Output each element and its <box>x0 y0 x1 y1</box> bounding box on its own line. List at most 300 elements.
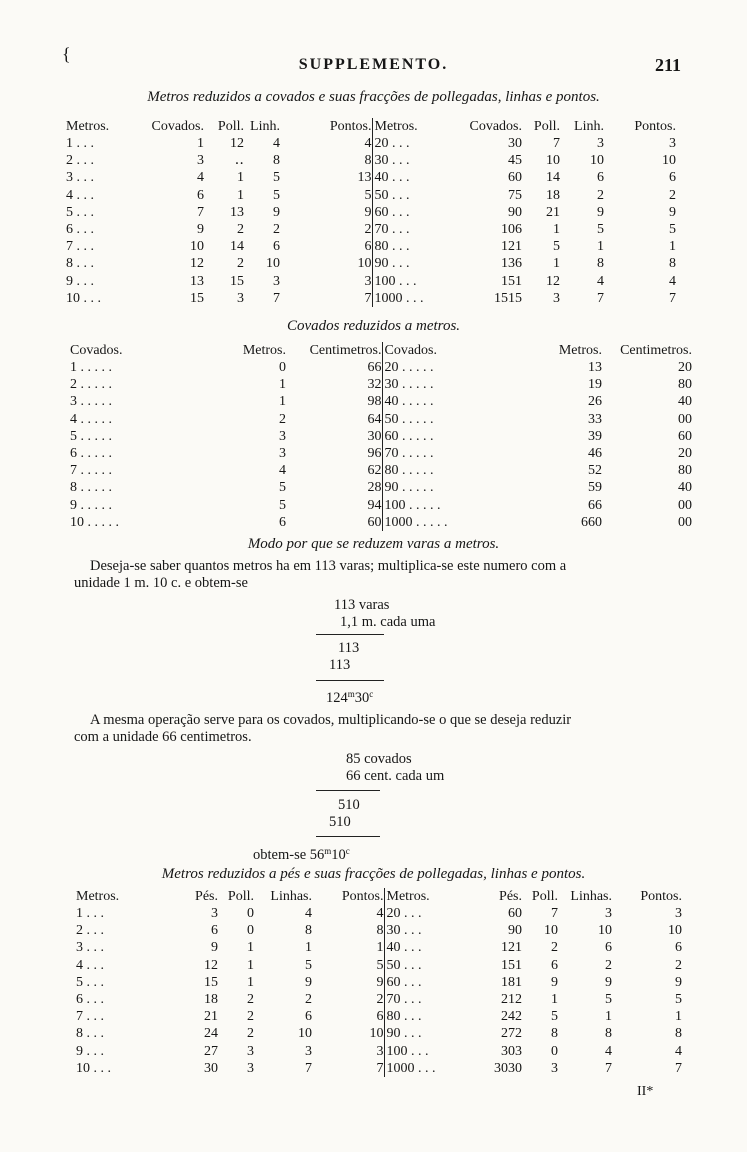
table-cell: 90 <box>508 204 522 220</box>
table-cell: 6 <box>279 514 286 530</box>
column-header: Centimetros. <box>309 343 382 358</box>
table-cell: 5 <box>279 480 286 496</box>
table-cell: 70 . . . <box>384 991 458 1008</box>
table-cell: 5 . . . . . <box>70 428 112 444</box>
table-cell: 1515 <box>494 290 522 306</box>
table-row <box>66 204 676 221</box>
table-cell: 2 <box>669 187 676 203</box>
table-cell: 6 <box>305 1009 312 1025</box>
table-cell: 33 <box>588 411 602 427</box>
table-cell: 13 <box>190 273 204 289</box>
calc1-result-cents: 30 <box>354 690 370 706</box>
table-cell: 30 <box>367 428 382 444</box>
column-header: Pontos. <box>640 889 682 904</box>
table-cell: 6 <box>551 957 558 973</box>
table-cell: 9 <box>675 974 682 990</box>
table-cell: 1 <box>669 239 676 255</box>
table-cell: 39 <box>588 428 602 444</box>
table-cell: 18 <box>546 187 560 203</box>
table-cell: 7 <box>305 1060 312 1076</box>
table-cell: 9 <box>669 204 676 220</box>
table-cell: 10 <box>598 923 612 939</box>
table-cell: 5 <box>551 1009 558 1025</box>
table-metros-pes <box>76 888 682 1077</box>
table-cell: 1 . . . <box>66 136 94 151</box>
table-row <box>70 376 692 393</box>
table-cell: 40 . . . <box>384 939 458 956</box>
calc2-result-prefix: obtem-se 56 <box>253 847 325 863</box>
table-cell: 7 . . . . . <box>70 463 112 479</box>
table-cell: 9 <box>597 204 604 220</box>
calc1-line3: 113 <box>338 640 360 656</box>
table-row <box>70 479 692 496</box>
column-header: Linhas. <box>570 889 612 904</box>
table-cell: 3 <box>551 1060 558 1076</box>
table-cell: 60 . . . . . <box>382 428 532 445</box>
table-cell: 10 <box>668 923 682 939</box>
table-cell: 4 . . . <box>76 957 104 973</box>
table-cell: 6 <box>669 170 676 186</box>
table-cell: 6 <box>211 923 218 939</box>
table-cell: 50 . . . <box>384 957 458 974</box>
table-cell: 3 <box>305 1043 312 1059</box>
column-header: Metros. <box>66 119 110 134</box>
table-cell: 90 . . . . . <box>382 479 532 496</box>
table-cell: 60 . . . <box>372 204 450 221</box>
calc2-result-m-unit: m <box>324 846 332 856</box>
table-cell: 80 <box>678 463 692 479</box>
table-row <box>66 238 676 255</box>
table-cell: 66 <box>367 360 382 375</box>
table-cell: 2 <box>247 992 254 1008</box>
table-cell: 20 <box>678 446 692 462</box>
table-cell: 3 <box>605 906 612 921</box>
table-cell: 80 <box>678 377 692 393</box>
table-cell: 9 <box>273 204 280 220</box>
table-cell: 40 <box>678 394 692 410</box>
table-cell: 9 <box>197 222 204 238</box>
table-row <box>66 152 676 169</box>
table-cell: 100 . . . <box>372 273 450 290</box>
table-cell: 40 . . . <box>372 169 450 186</box>
table-cell: 1 <box>247 940 254 956</box>
table-cell: 10 . . . <box>76 1060 111 1076</box>
table-cell: 7 <box>553 136 560 151</box>
table-cell: 2 <box>237 222 244 238</box>
table-cell: 20 <box>678 360 692 375</box>
table-cell: 303 <box>501 1043 522 1059</box>
table-cell: 30 <box>204 1060 218 1076</box>
table-row <box>76 974 682 991</box>
table-cell: 3 <box>376 1043 384 1059</box>
table-cell: 5 <box>305 957 312 973</box>
table-cell: 46 <box>588 446 602 462</box>
table-row <box>66 273 676 290</box>
table-cell: 3 <box>211 906 218 921</box>
table-cell: 10 <box>266 256 280 272</box>
table-cell: 20 . . . <box>372 135 450 152</box>
table-cell: 20 . . . <box>384 905 458 922</box>
table-cell: 6 <box>364 239 372 255</box>
table-row <box>76 1043 682 1060</box>
table-cell: 1 <box>305 940 312 956</box>
table-row <box>70 359 692 376</box>
column-header: Pés. <box>499 889 522 904</box>
table-cell: 8 . . . <box>66 256 94 272</box>
table-cell: 50 . . . . . <box>382 411 532 428</box>
table-cell: 8 <box>605 1026 612 1042</box>
running-head: SUPPLEMENTO. <box>298 56 449 73</box>
column-header: Poll. <box>227 889 254 904</box>
table-cell: 1 <box>605 1009 612 1025</box>
table-cell: 4 <box>279 463 286 479</box>
column-header: Metros. <box>558 343 602 358</box>
table-cell: 10 <box>546 153 560 169</box>
table-cell: 8 <box>364 153 372 169</box>
table-row <box>70 497 692 514</box>
table-cell: 3 <box>273 273 280 289</box>
table-cell: 3 <box>669 136 676 151</box>
calc1-rule-1 <box>316 634 384 635</box>
table-row <box>66 221 676 238</box>
table-cell: 151 <box>501 273 522 289</box>
table-cell: 14 <box>230 239 244 255</box>
table-cell: 3 <box>247 1060 254 1076</box>
table-cell: 100 . . . . . <box>382 497 532 514</box>
table-cell: 80 . . . <box>372 238 450 255</box>
table-cell: 3 <box>197 153 204 169</box>
table-cell: 12 <box>230 136 244 151</box>
page-number: 211 <box>655 55 682 75</box>
table-cell: 7 <box>675 1060 682 1076</box>
table-cell: 1 <box>597 239 604 255</box>
column-header: Pontos. <box>341 889 384 904</box>
table-cell: 3 <box>364 273 372 289</box>
table3-title: Metros reduzidos a pés e suas fracções de pollegadas, linhas e pontos. <box>161 866 586 882</box>
table-cell: 5 <box>553 239 560 255</box>
table-cell: 8 <box>376 923 384 939</box>
table-cell: 136 <box>501 256 522 272</box>
table-cell: 1 <box>247 957 254 973</box>
table-cell: 7 <box>197 204 204 220</box>
calc1-result-c-unit: c <box>369 689 374 699</box>
table-cell: 70 . . . <box>372 221 450 238</box>
table-cell: 4 <box>376 906 384 921</box>
table-cell: 242 <box>501 1009 522 1025</box>
column-header: Pontos. <box>329 119 372 134</box>
table-cell: 75 <box>508 187 522 203</box>
table-cell: 10 <box>544 923 558 939</box>
table-cell: 30 . . . <box>372 152 450 169</box>
table-cell: 12 <box>546 273 560 289</box>
table-cell: 3 <box>279 428 286 444</box>
table-cell: 62 <box>367 463 382 479</box>
table-cell: 80 . . . <box>384 1008 458 1025</box>
table-cell: 10 <box>357 256 372 272</box>
table-cell: 8 . . . <box>76 1026 104 1042</box>
table-cell: 1000 . . . <box>372 290 450 307</box>
table-cell: 21 <box>546 204 560 220</box>
table-cell: 2 . . . <box>66 153 94 169</box>
column-header: Covados. <box>469 119 522 134</box>
table-cell: 121 <box>501 239 522 255</box>
table-cell: 8 <box>305 923 312 939</box>
table-cell: 1 <box>553 256 560 272</box>
table-cell: 40 . . . . . <box>382 393 532 410</box>
table-cell: 15 <box>230 273 244 289</box>
table-cell: 4 <box>597 273 604 289</box>
table-cell: 45 <box>508 153 522 169</box>
table-cell: 0 <box>247 923 254 939</box>
table-cell: 0 <box>551 1043 558 1059</box>
table-cell: 00 <box>678 514 692 530</box>
table-cell: 60 . . . <box>384 974 458 991</box>
table-cell: 8 <box>675 1026 682 1042</box>
table-row <box>70 393 692 410</box>
table-row <box>66 187 676 204</box>
table-cell: 9 . . . . . <box>70 497 112 513</box>
table-cell: 151 <box>501 957 522 973</box>
table-cell: 60 <box>678 428 692 444</box>
table-cell: 1 <box>376 940 384 956</box>
table-row <box>76 1025 682 1042</box>
section3-paragraph-line1: Deseja-se saber quantos metros ha em 113 varas; multiplica-se este numero com a <box>90 558 567 574</box>
table-cell: 1 <box>197 136 204 151</box>
table-cell: 7 <box>364 290 372 306</box>
table-cell: 28 <box>367 480 382 496</box>
table-cell: 15 <box>190 290 204 306</box>
table-cell: 2 <box>273 222 280 238</box>
table-cell: 50 . . . <box>372 187 450 204</box>
table-metros-covados <box>66 118 676 307</box>
table-cell: 10 <box>369 1026 384 1042</box>
table-row <box>76 905 682 922</box>
table-cell: 7 <box>597 290 604 306</box>
table-cell: 5 <box>273 170 280 186</box>
table-cell: 2 <box>551 940 558 956</box>
table-cell: 94 <box>367 497 382 513</box>
table-cell: 40 <box>678 480 692 496</box>
column-header: Metros. <box>242 343 286 358</box>
column-header: Poll. <box>531 889 558 904</box>
table1-title: Metros reduzidos a covados e suas fracções de pollegadas, linhas e pontos. <box>147 89 600 105</box>
table-cell: 60 <box>367 514 382 530</box>
table-cell: 8 <box>597 256 604 272</box>
margin-mark: { <box>62 44 71 64</box>
table-cell: 9 <box>364 204 372 220</box>
table-cell: 1 . . . <box>76 906 104 921</box>
table-cell: 2 <box>605 957 612 973</box>
calc2-line2: 66 cent. cada um <box>346 768 445 784</box>
table-cell: ‥ <box>234 153 244 169</box>
table-cell: 6 <box>597 170 604 186</box>
table-cell: 2 <box>247 1026 254 1042</box>
table-cell: 7 <box>273 290 280 306</box>
table-row <box>70 462 692 479</box>
table-cell: 5 <box>675 992 682 1008</box>
table-cell: 3 <box>237 290 244 306</box>
table-cell: 5 <box>364 187 372 203</box>
table-cell: 4 <box>305 906 312 921</box>
table-cell: 27 <box>204 1043 218 1059</box>
column-header: Covados. <box>382 342 532 359</box>
table-cell: 1 <box>553 222 560 238</box>
table-row <box>70 445 692 462</box>
table-cell: 272 <box>501 1026 522 1042</box>
table-header-row <box>66 118 676 135</box>
table-cell: 20 . . . . . <box>382 359 532 376</box>
table-cell: 9 <box>605 974 612 990</box>
table-cell: 19 <box>588 377 602 393</box>
table-cell: 1 <box>237 170 244 186</box>
table2-title: Covados reduzidos a metros. <box>286 318 461 334</box>
table-cell: 7 <box>669 290 676 306</box>
table-cell: 18 <box>204 992 218 1008</box>
table-cell: 0 <box>279 360 286 375</box>
table-cell: 106 <box>501 222 522 238</box>
section3-paragraph-line2: unidade 1 m. 10 c. e obtem-se <box>74 575 248 591</box>
table-cell: 15 <box>204 974 218 990</box>
table-cell: 3 <box>247 1043 254 1059</box>
table-cell: 90 . . . <box>372 255 450 272</box>
table-cell: 7 <box>376 1060 384 1076</box>
section3-title: Modo por que se reduzem varas a metros. <box>247 536 500 552</box>
calc1-result-m-unit: m <box>347 689 355 699</box>
table-cell: 10 <box>590 153 604 169</box>
table-cell: 7 . . . <box>76 1009 104 1025</box>
table-cell: 2 <box>237 256 244 272</box>
table-cell: 12 <box>190 256 204 272</box>
table-row <box>70 514 692 531</box>
table-cell: 64 <box>367 411 382 427</box>
table-cell: 32 <box>367 377 382 393</box>
table-row <box>66 169 676 186</box>
table-cell: 3 <box>597 136 604 151</box>
table-cell: 5 . . . <box>76 974 104 990</box>
column-header: Metros. <box>76 889 120 904</box>
table-header-row <box>70 342 692 359</box>
table-cell: 4 <box>669 273 676 289</box>
column-header: Linh. <box>250 119 280 134</box>
signature-mark: II* <box>637 1084 654 1099</box>
table-cell: 5 <box>669 222 676 238</box>
table-cell: 90 . . . <box>384 1025 458 1042</box>
table-cell: 3 . . . <box>66 170 94 186</box>
table-cell: 6 . . . <box>66 222 94 238</box>
calc2-result-cents: 10 <box>331 847 346 863</box>
table-cell: 96 <box>367 446 382 462</box>
table-cell: 4 <box>605 1043 612 1059</box>
table-cell: 1000 . . . <box>384 1060 458 1077</box>
table-cell: 13 <box>357 170 372 186</box>
table-cell: 3 . . . . . <box>70 394 112 410</box>
table-cell: 6 <box>197 187 204 203</box>
table-row <box>76 922 682 939</box>
table-cell: 30 . . . . . <box>382 376 532 393</box>
column-header: Covados. <box>151 119 204 134</box>
table-cell: 60 <box>508 170 522 186</box>
table-cell: 9 <box>551 974 558 990</box>
table-cell: 90 <box>508 923 522 939</box>
section4-paragraph-line2: com a unidade 66 centimetros. <box>74 729 252 745</box>
table-cell: 2 <box>279 411 286 427</box>
table-cell: 2 . . . <box>76 923 104 939</box>
table-cell: 00 <box>678 497 692 513</box>
table-cell: 12 <box>204 957 218 973</box>
table-cell: 9 <box>211 940 218 956</box>
table-cell: 4 <box>273 136 280 151</box>
table-cell: 10 <box>662 153 676 169</box>
column-header: Poll. <box>533 119 560 134</box>
table-cell: 2 <box>376 992 384 1008</box>
calc2-result <box>253 843 350 864</box>
table-cell: 181 <box>501 974 522 990</box>
table-cell: 98 <box>367 394 382 410</box>
calc1-line2: 1,1 m. cada uma <box>340 614 436 630</box>
table-row <box>70 428 692 445</box>
calc1-result <box>326 686 373 707</box>
table-cell: 30 . . . <box>384 922 458 939</box>
table-cell: 6 <box>376 1009 384 1025</box>
column-header: Pés. <box>195 889 218 904</box>
table-cell: 8 <box>273 153 280 169</box>
table-cell: 4 . . . . . <box>70 411 112 427</box>
table-cell: 2 <box>247 1009 254 1025</box>
calc2-result-c-unit: c <box>345 846 350 856</box>
table-cell: 60 <box>508 906 522 921</box>
table-cell: 00 <box>678 411 692 427</box>
table-cell: 3 <box>279 446 286 462</box>
table-cell: 7 <box>605 1060 612 1076</box>
column-header: Covados. <box>70 343 123 358</box>
calc1-line1: 113 varas <box>334 597 390 613</box>
table-row <box>76 991 682 1008</box>
table-cell: 2 <box>597 187 604 203</box>
column-header: Metros. <box>384 888 458 905</box>
table-cell: 121 <box>501 940 522 956</box>
table-cell: 1 <box>675 1009 682 1025</box>
table-row <box>76 939 682 956</box>
table-cell: 59 <box>588 480 602 496</box>
table-cell: 5 <box>376 957 384 973</box>
table-cell: 8 . . . . . <box>70 480 112 496</box>
calc2-line1: 85 covados <box>346 751 412 767</box>
calc2-line3: 510 <box>338 797 360 813</box>
table-cell: 8 <box>551 1026 558 1042</box>
table-cell: 66 <box>588 497 602 513</box>
table-row <box>66 290 676 307</box>
table-cell: 6 . . . <box>76 992 104 1008</box>
table-cell: 5 <box>279 497 286 513</box>
table-cell: 10 <box>190 239 204 255</box>
table-cell: 660 <box>581 514 602 530</box>
table-cell: 52 <box>588 463 602 479</box>
table-cell: 13 <box>230 204 244 220</box>
table-cell: 6 <box>273 239 280 255</box>
table-cell: 5 <box>273 187 280 203</box>
table-cell: 2 <box>364 222 372 238</box>
table-cell: 3 <box>675 906 682 921</box>
table-cell: 1 <box>279 394 286 410</box>
table-cell: 9 <box>376 974 384 990</box>
table-cell: 5 <box>597 222 604 238</box>
table-cell: 8 <box>669 256 676 272</box>
table-row <box>76 1008 682 1025</box>
table-cell: 10 <box>298 1026 312 1042</box>
table-row <box>76 957 682 974</box>
calc1-line4: 113 <box>329 657 351 673</box>
table-cell: 4 <box>364 136 372 151</box>
